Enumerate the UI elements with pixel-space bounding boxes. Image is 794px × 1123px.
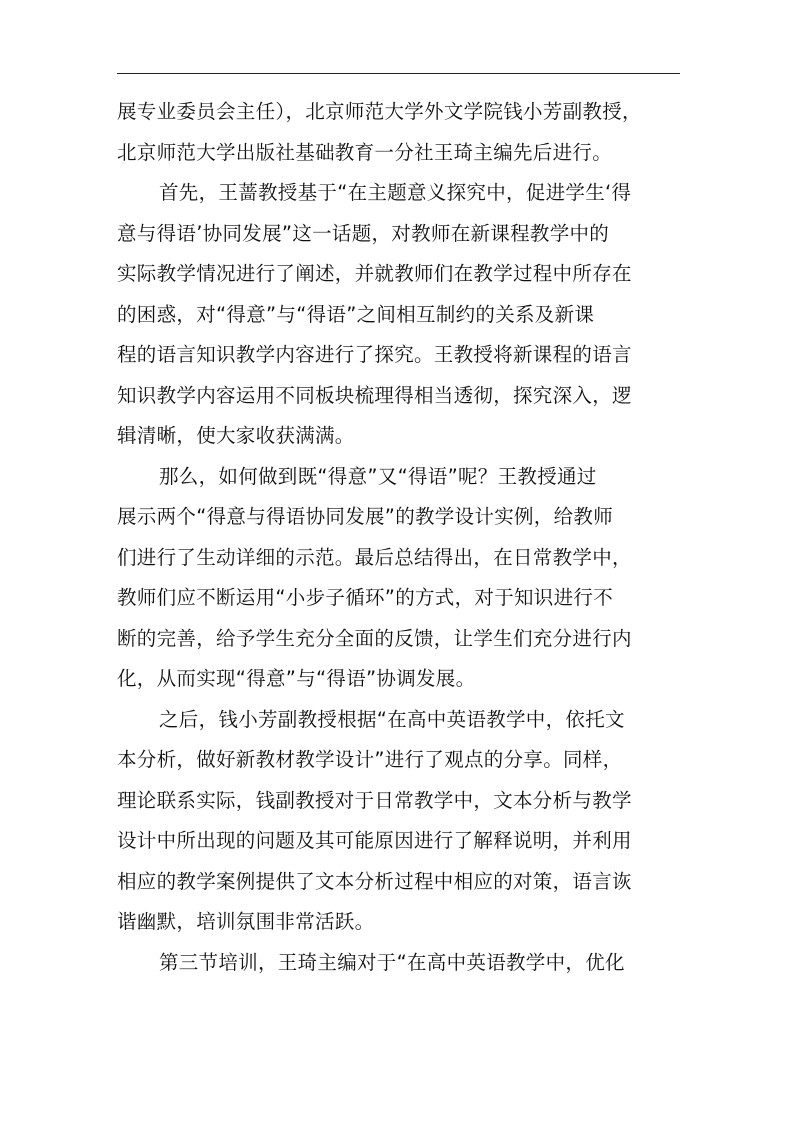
text-line: 展示两个“得意与得语协同发展”的教学设计实例，给教师	[117, 505, 614, 528]
text-line: 实际教学情况进行了阐述，并就教师们在教学过程中所存在	[117, 262, 632, 285]
body-text	[117, 92, 685, 983]
text-line: 之后，钱小芳副教授根据“在高中英语教学中，依托文	[159, 707, 625, 731]
text-line: 知识教学内容运用不同板块梳理得相当透彻，探究深入，逻	[117, 383, 632, 407]
text-line: 第三节培训，王琦主编对于“在高中英语教学中，优化	[159, 950, 625, 974]
text-line: 本分析，做好新教材教学设计”进行了观点的分享。同样，	[117, 748, 623, 771]
text-line: 那么，如何做到既“得意”又“得语”呢？王教授通过	[159, 464, 597, 488]
text-line: 辑清晰，使大家收获满满。	[117, 424, 355, 447]
text-line: 北京师范大学出版社基础教育一分社王琦主编先后进行。	[117, 140, 613, 164]
header-rule	[117, 73, 680, 74]
text-line: 理论联系实际，钱副教授对于日常教学中，文本分析与教学	[117, 788, 632, 812]
text-line: 化，从而实现“得意”与“得语”协调发展。	[117, 667, 476, 690]
text-line: 的困惑，对“得意”与“得语”之间相互制约的关系及新课	[117, 302, 595, 326]
text-line: 首先，王蔷教授基于“在主题意义探究中，促进学生‘得	[159, 181, 632, 204]
text-line: 们进行了生动详细的示范。最后总结得出，在日常教学中，	[117, 545, 632, 569]
text-line: 教师们应不断运用“小步子循环”的方式，对于知识进行不	[117, 586, 614, 609]
text-line: 断的完善，给予学生充分全面的反馈，让学生们充分进行内	[117, 626, 632, 650]
text-line: 意与得语’协同发展”这一话题，对教师在新课程教学中的	[117, 221, 610, 245]
text-line: 程的语言知识教学内容进行了探究。王教授将新课程的语言	[117, 343, 632, 366]
text-line: 谐幽默，培训氛围非常活跃。	[117, 910, 375, 933]
text-line: 展专业委员会主任），北京师范大学外文学院钱小芳副教授，	[117, 100, 642, 123]
text-line: 相应的教学案例提供了文本分析过程中相应的对策，语言诙	[117, 869, 632, 893]
text-line: 设计中所出现的问题及其可能原因进行了解释说明，并利用	[117, 829, 632, 852]
